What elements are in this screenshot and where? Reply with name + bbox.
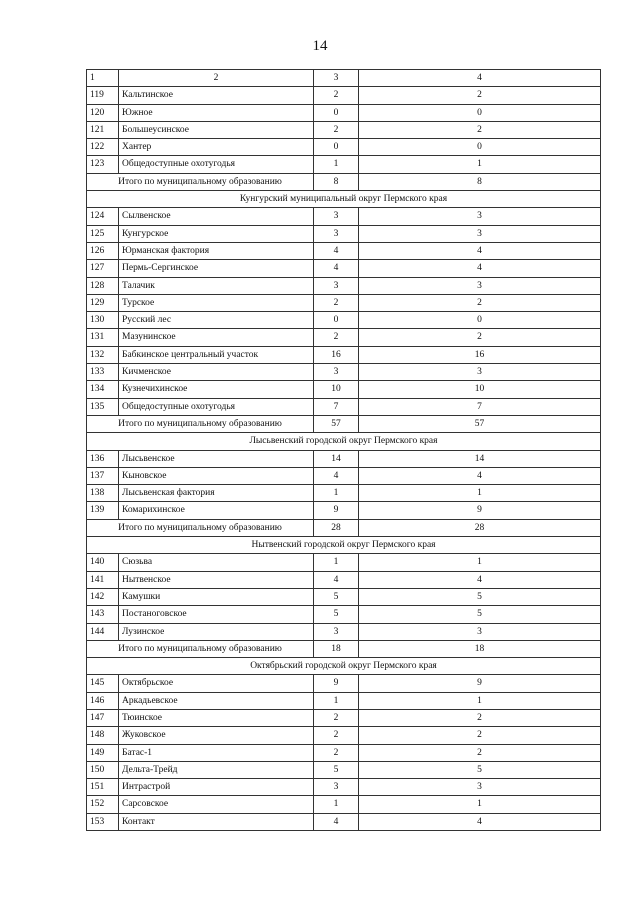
table-row: [87, 623, 601, 640]
header-cell-value-2: 4: [359, 70, 601, 87]
total-value-1: 57: [314, 415, 359, 432]
row-name: Большеусинское: [119, 121, 314, 138]
table-row: [87, 727, 601, 744]
table-row: [87, 571, 601, 588]
row-number: 151: [87, 779, 119, 796]
row-number: 145: [87, 675, 119, 692]
row-value-2: 2: [359, 87, 601, 104]
table-row: [87, 329, 601, 346]
row-name: Хантер: [119, 139, 314, 156]
row-name: Тюинское: [119, 709, 314, 726]
row-number: 130: [87, 312, 119, 329]
table-row: [87, 225, 601, 242]
row-value-1: 0: [314, 312, 359, 329]
total-row: [87, 415, 601, 432]
row-number: 133: [87, 364, 119, 381]
row-value-2: 2: [359, 329, 601, 346]
row-value-1: 2: [314, 744, 359, 761]
row-name: Лысьвенская фактория: [119, 485, 314, 502]
section-title: Октябрьский городской округ Пермского края: [87, 658, 601, 675]
row-value-1: 3: [314, 623, 359, 640]
row-value-2: 1: [359, 554, 601, 571]
row-value-2: 5: [359, 588, 601, 605]
row-value-2: 1: [359, 796, 601, 813]
row-value-1: 2: [314, 121, 359, 138]
table-row: [87, 312, 601, 329]
row-value-2: 2: [359, 709, 601, 726]
header-cell-number: 1: [87, 70, 119, 87]
row-name: Южное: [119, 104, 314, 121]
table-body: [87, 70, 601, 831]
row-value-2: 4: [359, 260, 601, 277]
row-name: Лысьвенское: [119, 450, 314, 467]
row-value-1: 3: [314, 364, 359, 381]
row-name: Кузнечихинское: [119, 381, 314, 398]
row-name: Кичменское: [119, 364, 314, 381]
row-value-1: 14: [314, 450, 359, 467]
row-name: Интрастрой: [119, 779, 314, 796]
row-value-2: 2: [359, 121, 601, 138]
row-value-2: 1: [359, 156, 601, 173]
row-value-1: 4: [314, 242, 359, 259]
table-row: [87, 744, 601, 761]
row-name: Сылвенское: [119, 208, 314, 225]
table-row: [87, 450, 601, 467]
total-label: Итого по муниципальному образованию: [87, 415, 314, 432]
row-value-1: 1: [314, 692, 359, 709]
row-number: 152: [87, 796, 119, 813]
row-name: Кальтинское: [119, 87, 314, 104]
row-name: Общедоступные охотугодья: [119, 156, 314, 173]
row-value-1: 2: [314, 727, 359, 744]
table-row: [87, 139, 601, 156]
row-name: Камушки: [119, 588, 314, 605]
row-value-2: 3: [359, 779, 601, 796]
table-row: [87, 104, 601, 121]
row-name: Батас-1: [119, 744, 314, 761]
row-value-1: 2: [314, 294, 359, 311]
row-value-1: 1: [314, 796, 359, 813]
row-number: 137: [87, 467, 119, 484]
table-row: [87, 364, 601, 381]
total-row: [87, 173, 601, 190]
row-number: 142: [87, 588, 119, 605]
row-number: 148: [87, 727, 119, 744]
total-label: Итого по муниципальному образованию: [87, 519, 314, 536]
row-value-1: 2: [314, 709, 359, 726]
row-value-1: 3: [314, 277, 359, 294]
table-row: [87, 87, 601, 104]
row-value-1: 4: [314, 813, 359, 830]
row-number: 144: [87, 623, 119, 640]
row-value-2: 9: [359, 675, 601, 692]
row-value-1: 0: [314, 104, 359, 121]
row-value-2: 16: [359, 346, 601, 363]
total-label: Итого по муниципальному образованию: [87, 640, 314, 657]
row-value-2: 5: [359, 606, 601, 623]
row-name: Русский лес: [119, 312, 314, 329]
row-name: Талачик: [119, 277, 314, 294]
row-name: Аркадьевское: [119, 692, 314, 709]
row-value-2: 4: [359, 571, 601, 588]
table-row: [87, 709, 601, 726]
row-number: 146: [87, 692, 119, 709]
section-row: [87, 537, 601, 554]
row-value-2: 2: [359, 727, 601, 744]
row-number: 150: [87, 761, 119, 778]
row-value-2: 0: [359, 104, 601, 121]
table-row: [87, 554, 601, 571]
row-value-1: 1: [314, 554, 359, 571]
row-value-1: 0: [314, 139, 359, 156]
row-number: 126: [87, 242, 119, 259]
row-value-2: 4: [359, 813, 601, 830]
table-row: [87, 156, 601, 173]
row-value-1: 2: [314, 329, 359, 346]
row-name: Дельта-Трейд: [119, 761, 314, 778]
row-value-2: 0: [359, 312, 601, 329]
row-number: 140: [87, 554, 119, 571]
row-value-1: 2: [314, 87, 359, 104]
row-value-2: 4: [359, 242, 601, 259]
row-name: Мазунинское: [119, 329, 314, 346]
row-number: 135: [87, 398, 119, 415]
row-number: 136: [87, 450, 119, 467]
row-number: 127: [87, 260, 119, 277]
table-row: [87, 502, 601, 519]
row-name: Лузинское: [119, 623, 314, 640]
row-name: Жуковское: [119, 727, 314, 744]
header-cell-name: 2: [119, 70, 314, 87]
row-value-2: 3: [359, 623, 601, 640]
row-value-1: 9: [314, 675, 359, 692]
section-row: [87, 191, 601, 208]
row-name: Постаноговское: [119, 606, 314, 623]
row-name: Нытвенское: [119, 571, 314, 588]
table-row: [87, 606, 601, 623]
table-row: [87, 381, 601, 398]
row-number: 153: [87, 813, 119, 830]
total-value-2: 8: [359, 173, 601, 190]
table-row: [87, 398, 601, 415]
total-value-2: 18: [359, 640, 601, 657]
row-value-2: 3: [359, 277, 601, 294]
total-row: [87, 640, 601, 657]
row-value-1: 1: [314, 485, 359, 502]
row-value-1: 4: [314, 260, 359, 277]
table-row: [87, 692, 601, 709]
row-number: 123: [87, 156, 119, 173]
total-value-1: 18: [314, 640, 359, 657]
row-number: 147: [87, 709, 119, 726]
table-row: [87, 260, 601, 277]
row-number: 120: [87, 104, 119, 121]
table-header-row: [87, 70, 601, 87]
row-name: Кунгурское: [119, 225, 314, 242]
hunting-grounds-table: [86, 69, 601, 831]
table-row: [87, 277, 601, 294]
row-value-2: 2: [359, 744, 601, 761]
total-value-1: 8: [314, 173, 359, 190]
row-value-1: 3: [314, 208, 359, 225]
row-number: 119: [87, 87, 119, 104]
row-number: 149: [87, 744, 119, 761]
row-name: Общедоступные охотугодья: [119, 398, 314, 415]
row-number: 128: [87, 277, 119, 294]
section-title: Кунгурский муниципальный округ Пермского края: [87, 191, 601, 208]
row-number: 124: [87, 208, 119, 225]
row-value-2: 10: [359, 381, 601, 398]
section-row: [87, 433, 601, 450]
row-value-1: 7: [314, 398, 359, 415]
table-row: [87, 242, 601, 259]
table-row: [87, 761, 601, 778]
row-value-1: 3: [314, 225, 359, 242]
section-title: Нытвенский городской округ Пермского края: [87, 537, 601, 554]
row-name: Сюзьва: [119, 554, 314, 571]
row-number: 131: [87, 329, 119, 346]
table-row: [87, 294, 601, 311]
row-name: Сарсовское: [119, 796, 314, 813]
row-number: 122: [87, 139, 119, 156]
table-row: [87, 796, 601, 813]
row-value-2: 1: [359, 692, 601, 709]
table-row: [87, 485, 601, 502]
row-value-1: 10: [314, 381, 359, 398]
row-value-2: 5: [359, 761, 601, 778]
row-value-1: 4: [314, 467, 359, 484]
row-value-2: 14: [359, 450, 601, 467]
total-value-2: 57: [359, 415, 601, 432]
table-row: [87, 675, 601, 692]
table-row: [87, 779, 601, 796]
table-row: [87, 467, 601, 484]
table-row: [87, 346, 601, 363]
total-value-2: 28: [359, 519, 601, 536]
row-number: 134: [87, 381, 119, 398]
row-number: 125: [87, 225, 119, 242]
total-label: Итого по муниципальному образованию: [87, 173, 314, 190]
row-number: 132: [87, 346, 119, 363]
row-value-2: 3: [359, 364, 601, 381]
page-number: 14: [312, 38, 328, 54]
row-value-2: 4: [359, 467, 601, 484]
table-row: [87, 588, 601, 605]
row-name: Бабкинское центральный участок: [119, 346, 314, 363]
total-value-1: 28: [314, 519, 359, 536]
row-value-1: 5: [314, 761, 359, 778]
row-value-1: 9: [314, 502, 359, 519]
row-value-2: 3: [359, 208, 601, 225]
header-cell-value-1: 3: [314, 70, 359, 87]
row-number: 141: [87, 571, 119, 588]
row-value-1: 3: [314, 779, 359, 796]
row-number: 129: [87, 294, 119, 311]
row-value-1: 16: [314, 346, 359, 363]
row-name: Юрманская фактория: [119, 242, 314, 259]
row-number: 143: [87, 606, 119, 623]
row-name: Кыновское: [119, 467, 314, 484]
row-value-2: 0: [359, 139, 601, 156]
table-row: [87, 208, 601, 225]
row-value-2: 3: [359, 225, 601, 242]
row-value-2: 1: [359, 485, 601, 502]
table-row: [87, 813, 601, 830]
row-name: Октябрьское: [119, 675, 314, 692]
row-name: Турское: [119, 294, 314, 311]
row-value-1: 5: [314, 588, 359, 605]
row-value-1: 5: [314, 606, 359, 623]
row-number: 121: [87, 121, 119, 138]
table-row: [87, 121, 601, 138]
row-name: Комарихинское: [119, 502, 314, 519]
section-title: Лысьвенский городской округ Пермского края: [87, 433, 601, 450]
total-row: [87, 519, 601, 536]
row-name: Пермь-Сергинское: [119, 260, 314, 277]
row-number: 138: [87, 485, 119, 502]
row-value-2: 7: [359, 398, 601, 415]
row-name: Контакт: [119, 813, 314, 830]
section-row: [87, 658, 601, 675]
row-value-1: 4: [314, 571, 359, 588]
row-value-2: 2: [359, 294, 601, 311]
row-value-1: 1: [314, 156, 359, 173]
row-value-2: 9: [359, 502, 601, 519]
row-number: 139: [87, 502, 119, 519]
